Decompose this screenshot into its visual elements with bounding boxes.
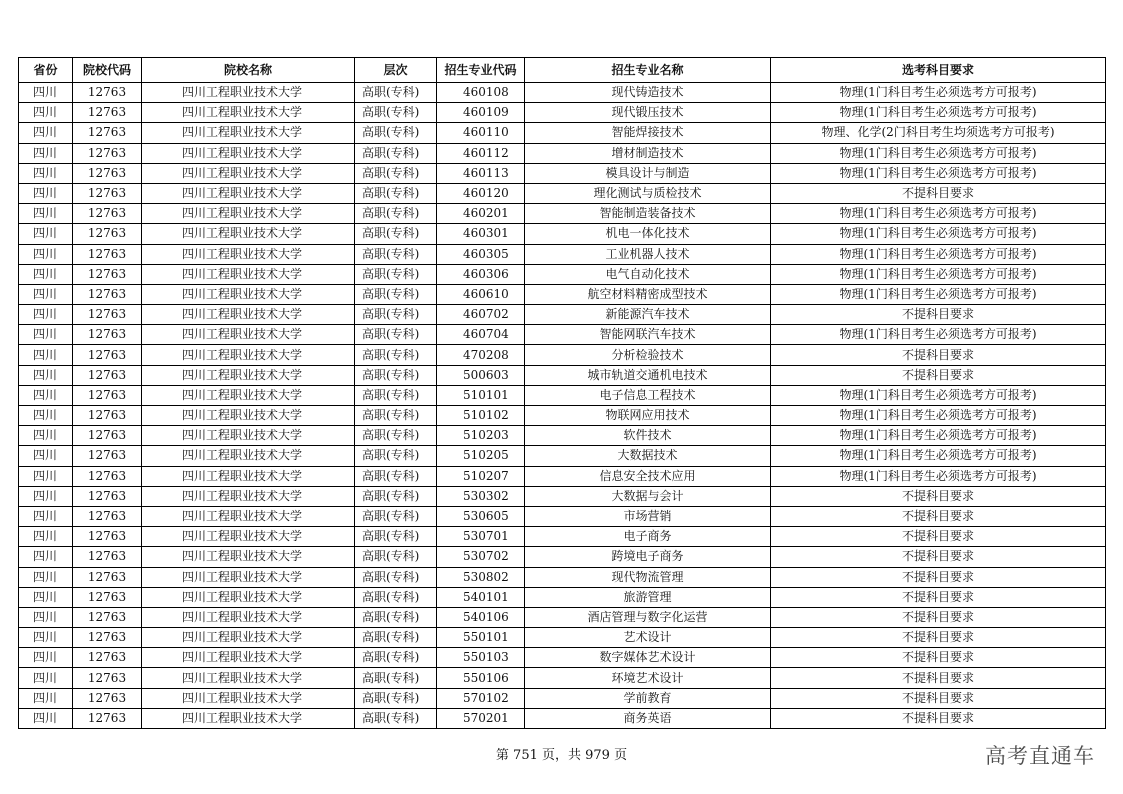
school-code-cell: 12763 — [73, 224, 142, 244]
major-name-cell: 大数据与会计 — [525, 486, 771, 506]
header-school-name: 院校名称 — [142, 58, 355, 83]
level-cell: 高职(专科) — [355, 668, 437, 688]
table-row — [19, 426, 1106, 446]
school-name-cell: 四川工程职业技术大学 — [142, 587, 355, 607]
major-code-cell: 570201 — [437, 708, 525, 728]
major-name-cell: 市场营销 — [525, 506, 771, 526]
subject-requirement-cell: 物理(1门科目考生必须选考方可报考) — [771, 284, 1106, 304]
major-code-cell: 510205 — [437, 446, 525, 466]
level-cell: 高职(专科) — [355, 284, 437, 304]
subject-requirement-cell: 不提科目要求 — [771, 506, 1106, 526]
level-cell: 高职(专科) — [355, 648, 437, 668]
table-row — [19, 466, 1106, 486]
header-major-code: 招生专业代码 — [437, 58, 525, 83]
major-code-cell: 530802 — [437, 567, 525, 587]
subject-requirement-cell: 物理(1门科目考生必须选考方可报考) — [771, 244, 1106, 264]
school-code-cell: 12763 — [73, 244, 142, 264]
school-code-cell: 12763 — [73, 345, 142, 365]
table-row — [19, 486, 1106, 506]
table-row — [19, 143, 1106, 163]
subject-requirement-cell: 物理(1门科目考生必须选考方可报考) — [771, 83, 1106, 103]
major-code-cell: 510207 — [437, 466, 525, 486]
level-cell: 高职(专科) — [355, 527, 437, 547]
table-row — [19, 506, 1106, 526]
level-cell: 高职(专科) — [355, 244, 437, 264]
school-name-cell: 四川工程职业技术大学 — [142, 163, 355, 183]
table-row — [19, 325, 1106, 345]
major-code-cell: 510101 — [437, 385, 525, 405]
school-name-cell: 四川工程职业技术大学 — [142, 547, 355, 567]
province-cell: 四川 — [19, 668, 73, 688]
table-row — [19, 648, 1106, 668]
school-code-cell: 12763 — [73, 103, 142, 123]
level-cell: 高职(专科) — [355, 466, 437, 486]
major-name-cell: 智能制造装备技术 — [525, 204, 771, 224]
table-row — [19, 264, 1106, 284]
province-cell: 四川 — [19, 325, 73, 345]
school-name-cell: 四川工程职业技术大学 — [142, 708, 355, 728]
major-code-cell: 460704 — [437, 325, 525, 345]
school-name-cell: 四川工程职业技术大学 — [142, 103, 355, 123]
major-code-cell: 550101 — [437, 628, 525, 648]
table-row — [19, 204, 1106, 224]
province-cell: 四川 — [19, 567, 73, 587]
table-row — [19, 446, 1106, 466]
school-name-cell: 四川工程职业技术大学 — [142, 224, 355, 244]
school-name-cell: 四川工程职业技术大学 — [142, 83, 355, 103]
major-name-cell: 商务英语 — [525, 708, 771, 728]
table-row — [19, 406, 1106, 426]
major-code-cell: 470208 — [437, 345, 525, 365]
major-name-cell: 新能源汽车技术 — [525, 305, 771, 325]
table-row — [19, 123, 1106, 143]
province-cell: 四川 — [19, 123, 73, 143]
level-cell: 高职(专科) — [355, 365, 437, 385]
school-code-cell: 12763 — [73, 264, 142, 284]
level-cell: 高职(专科) — [355, 708, 437, 728]
table-row — [19, 163, 1106, 183]
watermark-logo: 高考直通车 — [985, 744, 1095, 768]
school-code-cell: 12763 — [73, 123, 142, 143]
subject-requirement-cell: 物理(1门科目考生必须选考方可报考) — [771, 264, 1106, 284]
province-cell: 四川 — [19, 224, 73, 244]
major-name-cell: 增材制造技术 — [525, 143, 771, 163]
major-code-cell: 530605 — [437, 506, 525, 526]
table-row — [19, 587, 1106, 607]
table-row — [19, 305, 1106, 325]
subject-requirement-cell: 物理、化学(2门科目考生均须选考方可报考) — [771, 123, 1106, 143]
school-code-cell: 12763 — [73, 547, 142, 567]
school-name-cell: 四川工程职业技术大学 — [142, 567, 355, 587]
school-name-cell: 四川工程职业技术大学 — [142, 244, 355, 264]
major-code-cell: 540101 — [437, 587, 525, 607]
school-code-cell: 12763 — [73, 365, 142, 385]
level-cell: 高职(专科) — [355, 688, 437, 708]
province-cell: 四川 — [19, 365, 73, 385]
school-name-cell: 四川工程职业技术大学 — [142, 183, 355, 203]
province-cell: 四川 — [19, 506, 73, 526]
major-name-cell: 电气自动化技术 — [525, 264, 771, 284]
level-cell: 高职(专科) — [355, 264, 437, 284]
school-code-cell: 12763 — [73, 527, 142, 547]
level-cell: 高职(专科) — [355, 628, 437, 648]
school-name-cell: 四川工程职业技术大学 — [142, 385, 355, 405]
level-cell: 高职(专科) — [355, 163, 437, 183]
major-name-cell: 酒店管理与数字化运营 — [525, 607, 771, 627]
level-cell: 高职(专科) — [355, 607, 437, 627]
school-code-cell: 12763 — [73, 426, 142, 446]
level-cell: 高职(专科) — [355, 486, 437, 506]
major-name-cell: 大数据技术 — [525, 446, 771, 466]
school-name-cell: 四川工程职业技术大学 — [142, 426, 355, 446]
province-cell: 四川 — [19, 244, 73, 264]
level-cell: 高职(专科) — [355, 123, 437, 143]
header-school-code: 院校代码 — [73, 58, 142, 83]
subject-requirement-cell: 不提科目要求 — [771, 628, 1106, 648]
province-cell: 四川 — [19, 143, 73, 163]
school-code-cell: 12763 — [73, 305, 142, 325]
school-code-cell: 12763 — [73, 183, 142, 203]
major-code-cell: 570102 — [437, 688, 525, 708]
subject-requirement-cell: 不提科目要求 — [771, 486, 1106, 506]
school-name-cell: 四川工程职业技术大学 — [142, 527, 355, 547]
table-row — [19, 103, 1106, 123]
major-name-cell: 机电一体化技术 — [525, 224, 771, 244]
major-name-cell: 现代锻压技术 — [525, 103, 771, 123]
subject-requirement-cell: 不提科目要求 — [771, 527, 1106, 547]
school-name-cell: 四川工程职业技术大学 — [142, 486, 355, 506]
table-row — [19, 365, 1106, 385]
major-code-cell: 550103 — [437, 648, 525, 668]
table-row — [19, 284, 1106, 304]
school-name-cell: 四川工程职业技术大学 — [142, 325, 355, 345]
subject-requirement-cell: 不提科目要求 — [771, 567, 1106, 587]
school-code-cell: 12763 — [73, 628, 142, 648]
major-name-cell: 电子商务 — [525, 527, 771, 547]
province-cell: 四川 — [19, 466, 73, 486]
major-code-cell: 460110 — [437, 123, 525, 143]
level-cell: 高职(专科) — [355, 183, 437, 203]
major-name-cell: 模具设计与制造 — [525, 163, 771, 183]
level-cell: 高职(专科) — [355, 224, 437, 244]
major-name-cell: 分析检验技术 — [525, 345, 771, 365]
header-major-name: 招生专业名称 — [525, 58, 771, 83]
subject-requirement-cell: 物理(1门科目考生必须选考方可报考) — [771, 385, 1106, 405]
table-row — [19, 607, 1106, 627]
school-name-cell: 四川工程职业技术大学 — [142, 466, 355, 486]
table-body — [19, 83, 1106, 729]
subject-requirement-cell: 物理(1门科目考生必须选考方可报考) — [771, 204, 1106, 224]
subject-requirement-cell: 不提科目要求 — [771, 668, 1106, 688]
province-cell: 四川 — [19, 406, 73, 426]
table-row — [19, 83, 1106, 103]
school-name-cell: 四川工程职业技术大学 — [142, 123, 355, 143]
major-name-cell: 智能焊接技术 — [525, 123, 771, 143]
school-name-cell: 四川工程职业技术大学 — [142, 688, 355, 708]
school-name-cell: 四川工程职业技术大学 — [142, 305, 355, 325]
subject-requirement-cell: 物理(1门科目考生必须选考方可报考) — [771, 426, 1106, 446]
province-cell: 四川 — [19, 183, 73, 203]
level-cell: 高职(专科) — [355, 547, 437, 567]
province-cell: 四川 — [19, 83, 73, 103]
school-name-cell: 四川工程职业技术大学 — [142, 143, 355, 163]
school-code-cell: 12763 — [73, 446, 142, 466]
province-cell: 四川 — [19, 385, 73, 405]
major-name-cell: 数字媒体艺术设计 — [525, 648, 771, 668]
province-cell: 四川 — [19, 547, 73, 567]
subject-requirement-cell: 物理(1门科目考生必须选考方可报考) — [771, 163, 1106, 183]
level-cell: 高职(专科) — [355, 325, 437, 345]
major-code-cell: 460306 — [437, 264, 525, 284]
province-cell: 四川 — [19, 648, 73, 668]
school-code-cell: 12763 — [73, 284, 142, 304]
major-name-cell: 软件技术 — [525, 426, 771, 446]
school-code-cell: 12763 — [73, 668, 142, 688]
major-code-cell: 460301 — [437, 224, 525, 244]
school-code-cell: 12763 — [73, 406, 142, 426]
table-row — [19, 385, 1106, 405]
subject-requirement-cell: 不提科目要求 — [771, 648, 1106, 668]
level-cell: 高职(专科) — [355, 426, 437, 446]
major-name-cell: 物联网应用技术 — [525, 406, 771, 426]
province-cell: 四川 — [19, 426, 73, 446]
subject-requirement-cell: 不提科目要求 — [771, 305, 1106, 325]
province-cell: 四川 — [19, 103, 73, 123]
level-cell: 高职(专科) — [355, 587, 437, 607]
table-row — [19, 688, 1106, 708]
school-code-cell: 12763 — [73, 466, 142, 486]
major-code-cell: 530302 — [437, 486, 525, 506]
table-row — [19, 708, 1106, 728]
major-name-cell: 工业机器人技术 — [525, 244, 771, 264]
major-name-cell: 信息安全技术应用 — [525, 466, 771, 486]
major-name-cell: 艺术设计 — [525, 628, 771, 648]
subject-requirement-cell: 物理(1门科目考生必须选考方可报考) — [771, 224, 1106, 244]
header-subject-requirement: 选考科目要求 — [771, 58, 1106, 83]
major-name-cell: 城市轨道交通机电技术 — [525, 365, 771, 385]
level-cell: 高职(专科) — [355, 446, 437, 466]
province-cell: 四川 — [19, 607, 73, 627]
school-code-cell: 12763 — [73, 607, 142, 627]
school-name-cell: 四川工程职业技术大学 — [142, 648, 355, 668]
school-name-cell: 四川工程职业技术大学 — [142, 365, 355, 385]
major-name-cell: 航空材料精密成型技术 — [525, 284, 771, 304]
school-code-cell: 12763 — [73, 204, 142, 224]
school-name-cell: 四川工程职业技术大学 — [142, 264, 355, 284]
level-cell: 高职(专科) — [355, 204, 437, 224]
province-cell: 四川 — [19, 708, 73, 728]
subject-requirement-cell: 物理(1门科目考生必须选考方可报考) — [771, 143, 1106, 163]
school-code-cell: 12763 — [73, 567, 142, 587]
table-row — [19, 345, 1106, 365]
major-code-cell: 460112 — [437, 143, 525, 163]
subject-requirement-cell: 不提科目要求 — [771, 587, 1106, 607]
province-cell: 四川 — [19, 204, 73, 224]
major-code-cell: 530701 — [437, 527, 525, 547]
province-cell: 四川 — [19, 305, 73, 325]
school-code-cell: 12763 — [73, 163, 142, 183]
table-row — [19, 224, 1106, 244]
school-name-cell: 四川工程职业技术大学 — [142, 506, 355, 526]
subject-requirement-cell: 不提科目要求 — [771, 607, 1106, 627]
school-code-cell: 12763 — [73, 648, 142, 668]
level-cell: 高职(专科) — [355, 83, 437, 103]
table-row — [19, 183, 1106, 203]
major-name-cell: 跨境电子商务 — [525, 547, 771, 567]
major-code-cell: 460109 — [437, 103, 525, 123]
major-name-cell: 理化测试与质检技术 — [525, 183, 771, 203]
major-name-cell: 环境艺术设计 — [525, 668, 771, 688]
major-name-cell: 电子信息工程技术 — [525, 385, 771, 405]
major-name-cell: 智能网联汽车技术 — [525, 325, 771, 345]
school-name-cell: 四川工程职业技术大学 — [142, 668, 355, 688]
major-name-cell: 旅游管理 — [525, 587, 771, 607]
subject-requirement-cell: 物理(1门科目考生必须选考方可报考) — [771, 466, 1106, 486]
school-name-cell: 四川工程职业技术大学 — [142, 446, 355, 466]
major-name-cell: 学前教育 — [525, 688, 771, 708]
province-cell: 四川 — [19, 527, 73, 547]
major-name-cell: 现代铸造技术 — [525, 83, 771, 103]
province-cell: 四川 — [19, 264, 73, 284]
level-cell: 高职(专科) — [355, 345, 437, 365]
school-name-cell: 四川工程职业技术大学 — [142, 284, 355, 304]
school-code-cell: 12763 — [73, 325, 142, 345]
table-header-row — [19, 58, 1106, 83]
major-code-cell: 460305 — [437, 244, 525, 264]
table-row — [19, 668, 1106, 688]
province-cell: 四川 — [19, 284, 73, 304]
header-province: 省份 — [19, 58, 73, 83]
level-cell: 高职(专科) — [355, 143, 437, 163]
school-name-cell: 四川工程职业技术大学 — [142, 204, 355, 224]
major-code-cell: 460108 — [437, 83, 525, 103]
table-row — [19, 628, 1106, 648]
subject-requirement-cell: 不提科目要求 — [771, 345, 1106, 365]
province-cell: 四川 — [19, 688, 73, 708]
school-code-cell: 12763 — [73, 143, 142, 163]
province-cell: 四川 — [19, 345, 73, 365]
school-code-cell: 12763 — [73, 486, 142, 506]
school-name-cell: 四川工程职业技术大学 — [142, 406, 355, 426]
major-code-cell: 510203 — [437, 426, 525, 446]
province-cell: 四川 — [19, 163, 73, 183]
admission-table — [18, 57, 1106, 729]
header-level: 层次 — [355, 58, 437, 83]
level-cell: 高职(专科) — [355, 406, 437, 426]
province-cell: 四川 — [19, 628, 73, 648]
school-name-cell: 四川工程职业技术大学 — [142, 628, 355, 648]
school-code-cell: 12763 — [73, 587, 142, 607]
major-code-cell: 460702 — [437, 305, 525, 325]
school-name-cell: 四川工程职业技术大学 — [142, 607, 355, 627]
level-cell: 高职(专科) — [355, 103, 437, 123]
major-code-cell: 460120 — [437, 183, 525, 203]
major-code-cell: 500603 — [437, 365, 525, 385]
school-code-cell: 12763 — [73, 83, 142, 103]
subject-requirement-cell: 物理(1门科目考生必须选考方可报考) — [771, 325, 1106, 345]
table-row — [19, 547, 1106, 567]
school-code-cell: 12763 — [73, 385, 142, 405]
subject-requirement-cell: 不提科目要求 — [771, 365, 1106, 385]
major-code-cell: 460201 — [437, 204, 525, 224]
province-cell: 四川 — [19, 587, 73, 607]
province-cell: 四川 — [19, 446, 73, 466]
level-cell: 高职(专科) — [355, 506, 437, 526]
subject-requirement-cell: 不提科目要求 — [771, 183, 1106, 203]
table-row — [19, 567, 1106, 587]
page-number: 第 751 页，共 979 页 — [495, 748, 628, 763]
subject-requirement-cell: 物理(1门科目考生必须选考方可报考) — [771, 103, 1106, 123]
major-code-cell: 530702 — [437, 547, 525, 567]
level-cell: 高职(专科) — [355, 567, 437, 587]
province-cell: 四川 — [19, 486, 73, 506]
level-cell: 高职(专科) — [355, 385, 437, 405]
subject-requirement-cell: 不提科目要求 — [771, 547, 1106, 567]
table-row — [19, 527, 1106, 547]
table-row — [19, 244, 1106, 264]
subject-requirement-cell: 不提科目要求 — [771, 708, 1106, 728]
school-name-cell: 四川工程职业技术大学 — [142, 345, 355, 365]
school-code-cell: 12763 — [73, 688, 142, 708]
major-code-cell: 510102 — [437, 406, 525, 426]
level-cell: 高职(专科) — [355, 305, 437, 325]
major-code-cell: 540106 — [437, 607, 525, 627]
school-code-cell: 12763 — [73, 708, 142, 728]
major-code-cell: 550106 — [437, 668, 525, 688]
school-code-cell: 12763 — [73, 506, 142, 526]
subject-requirement-cell: 物理(1门科目考生必须选考方可报考) — [771, 446, 1106, 466]
major-code-cell: 460113 — [437, 163, 525, 183]
major-name-cell: 现代物流管理 — [525, 567, 771, 587]
subject-requirement-cell: 不提科目要求 — [771, 688, 1106, 708]
subject-requirement-cell: 物理(1门科目考生必须选考方可报考) — [771, 406, 1106, 426]
major-code-cell: 460610 — [437, 284, 525, 304]
